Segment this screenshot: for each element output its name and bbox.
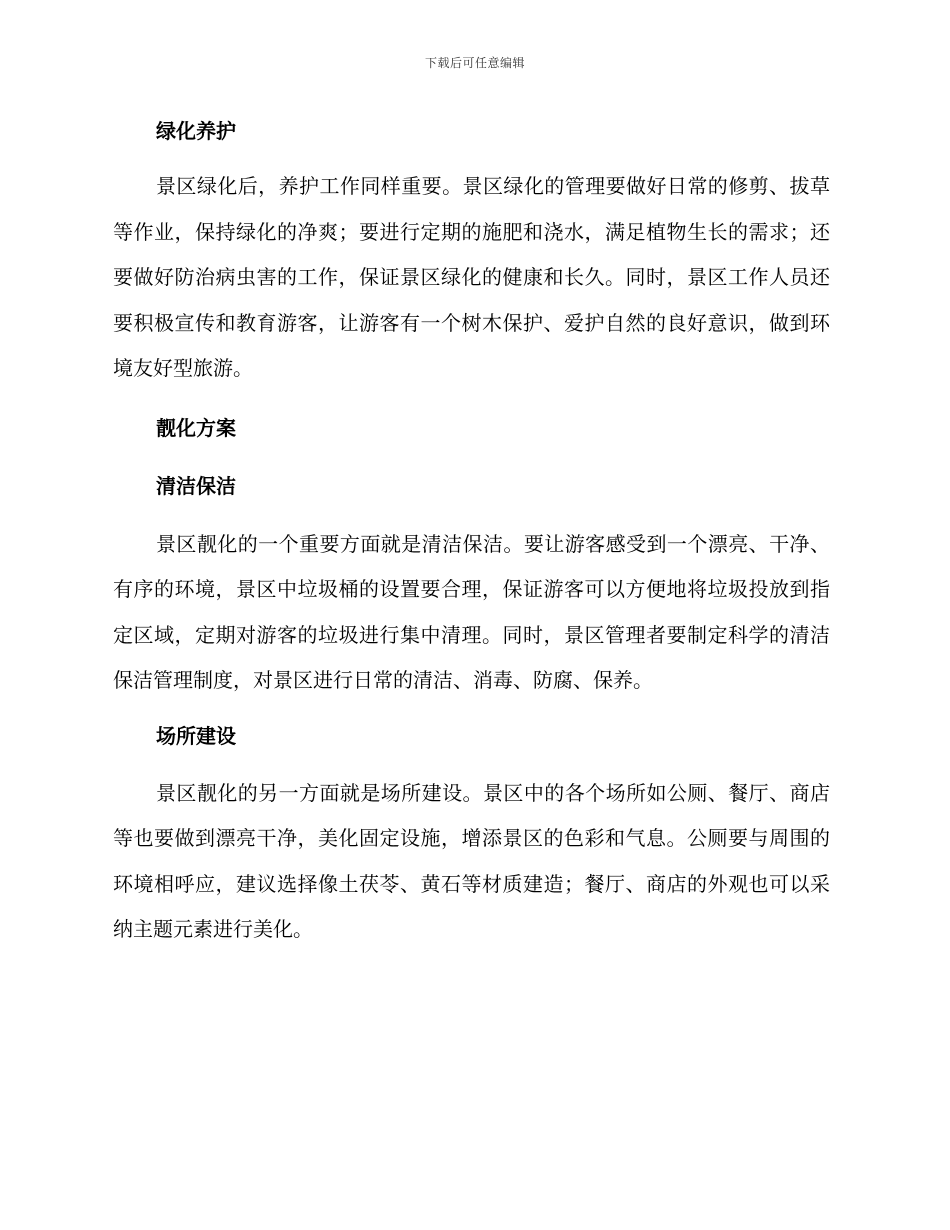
document-body: [113, 112, 830, 953]
section-title-greening-maintenance: 绿化养护: [156, 119, 236, 143]
section-body-cleaning: 景区靓化的一个重要方面就是清洁保洁。要让游客感受到一个漂亮、干净、有序的环境，景区中垃圾桶的设置要合理，保证游客可以方便地将垃圾投放到指定区域，定期对游客的垃圾进行集中清理。同时，景区管理者要制定科学的清洁保洁管理制度，对景区进行日常的清洁、消毒、防腐、保养。: [113, 531, 830, 692]
section-body-greening-maintenance: 景区绿化后，养护工作同样重要。景区绿化的管理要做好日常的修剪、拔草等作业，保持绿化的净爽；要进行定期的施肥和浇水，满足植物生长的需求；还要做好防治病虫害的工作，保证景区绿化的健康和长久。同时，景区工作人员还要积极宣传和教育游客，让游客有一个树木保护、爱护自然的良好意识，做到环境友好型旅游。: [113, 174, 830, 380]
section-title-cleaning: 清洁保洁: [156, 473, 236, 498]
section-title-facility-construction: 场所建设: [156, 723, 236, 748]
header-note: 下载后可任意编辑: [424, 56, 525, 70]
section-body-facility-construction: 景区靓化的另一方面就是场所建设。景区中的各个场所如公厕、餐厅、商店等也要做到漂亮干净，美化固定设施，增添景区的色彩和气息。公厕要与周围的环境相呼应，建议选择像土茯苓、黄石等材质建造；餐厅、商店的外观也可以采纳主题元素进行美化。: [113, 780, 830, 941]
section-title-beautification-plan: 靓化方案: [156, 415, 236, 440]
